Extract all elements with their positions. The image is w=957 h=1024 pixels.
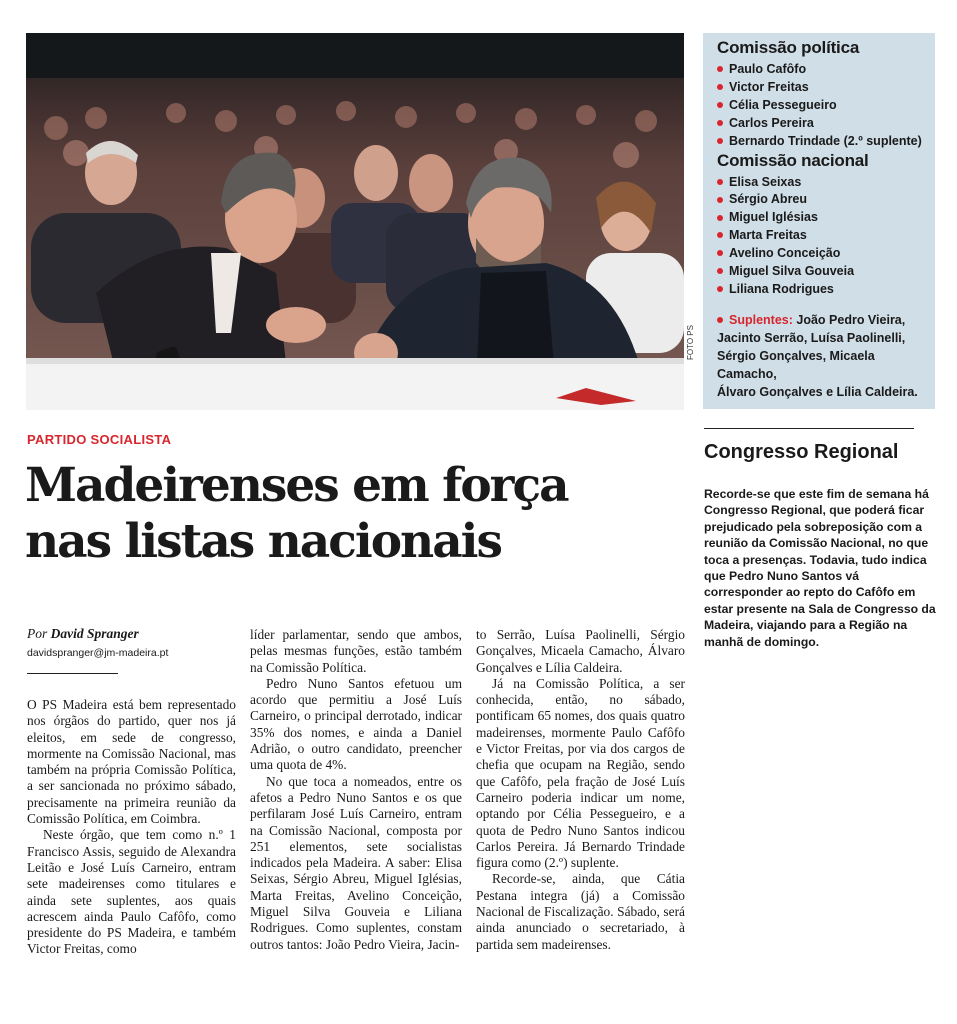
author-email: davidspranger@jm-madeira.pt	[27, 647, 169, 659]
bullet-icon	[717, 197, 723, 203]
headline-line: Madeirenses em força	[25, 458, 568, 513]
bullet-icon	[717, 66, 723, 72]
list-item: Carlos Pereira	[717, 115, 925, 133]
paragraph: No que toca a nomeados, entre os afetos a Pedro Nuno Santos e os que perfilaram José Luís Carneiro, entram na Comissão Nacional, composta por 251 elementos, sete socialistas indicados pela Madeira. A saber: Elisa Seixas, Sérgio Abreu, Miguel Iglésias, Marta Freitas, Avelino Conceição, Miguel Silva Gouveia e Liliana Rodrigues. Como suplentes, constam outros tantos: João Pedro Vieira, Jacin-	[250, 773, 462, 952]
list-item: Marta Freitas	[717, 227, 925, 245]
list-item: Sérgio Abreu	[717, 191, 925, 209]
list-item: Célia Pessegueiro	[717, 97, 925, 115]
suplentes-line: Álvaro Gonçalves e Lília Caldeira.	[717, 384, 918, 399]
list-item: Elisa Seixas	[717, 174, 925, 192]
paragraph: to Serrão, Luísa Paolinelli, Sérgio Gonçalves, Micaela Camacho, Álvaro Gonçalves e Lília Caldeira.	[476, 627, 685, 675]
list-item: Paulo Cafôfo	[717, 61, 925, 79]
headline	[25, 458, 665, 570]
suplentes-label: Suplentes:	[729, 312, 793, 327]
bullet-icon	[717, 84, 723, 90]
section-kicker: PARTIDO SOCIALISTA	[27, 432, 172, 447]
list-item: Miguel Silva Gouveia	[717, 263, 925, 281]
paragraph: Pedro Nuno Santos efetuou um acordo que permitiu a José Luís Carneiro, o principal derrotado, indicar 35% dos nomes, e ainda a Daniel Adrião, o outro candidato, preencher uma quota de 4%.	[250, 675, 462, 773]
paragraph: Recorde-se, ainda, que Cátia Pestana integra (já) a Comissão Nacional de Fiscalização. Sábado, será ainda anunciado o secretariado, à partida sem madeirenses.	[476, 871, 685, 952]
suplentes-line: Sérgio Gonçalves, Micaela Camacho,	[717, 348, 875, 381]
bullet-icon	[717, 268, 723, 274]
paragraph: O PS Madeira está bem representado nos órgãos do partido, quer nos já eleitos, em sede de congresso, mormente na Comissão Nacional, mas também na própria Comissão Política, a ser sancionada no próximo sábado, precisamente na primeira reunião da Comissão Política, em Coimbra.	[27, 697, 236, 827]
author-name: David Spranger	[50, 626, 139, 641]
bullet-icon	[717, 286, 723, 292]
byline: Por David Spranger	[27, 626, 139, 641]
congress-photo-illustration	[26, 33, 684, 410]
article-column-1	[27, 697, 236, 958]
paragraph: líder parlamentar, sendo que ambos, pelas mesmas funções, estão também na Comissão Política.	[250, 627, 462, 675]
sidebar-section-title: Comissão política	[717, 38, 860, 57]
list-item: Avelino Conceição	[717, 245, 925, 263]
bullet-icon	[717, 232, 723, 238]
box-body: Recorde-se que este fim de semana há Congresso Regional, que poderá ficar prejudicado pela sobreposição com a reunião da Comissão Nacional, no que toca a presenças. Todavia, tudo indica que Pedro Nuno Santos vá corresponder ao repto do Cafôfo em estar presente na Sala de Congresso da Madeira, viajando para a Região na manhã de domingo.	[704, 487, 936, 649]
bullet-icon	[717, 250, 723, 256]
bullet-icon	[717, 317, 723, 323]
article-column-2	[250, 627, 462, 953]
byline-divider	[27, 673, 118, 674]
article-column-3	[476, 627, 685, 953]
paragraph: Neste órgão, que tem como n.º 1 Francisco Assis, seguido de Alexandra Leitão e José Luís Carneiro, entram sete madeirenses como titulares e ainda sete suplentes, aos quais acrescem ainda Paulo Cafôfo, como presidente do PS Madeira, e também Victor Freitas, como	[27, 827, 236, 957]
sidebar-section-title: Comissão nacional	[717, 150, 869, 170]
bullet-icon	[717, 138, 723, 144]
lists-sidebar	[703, 33, 935, 409]
bullet-icon	[717, 120, 723, 126]
bullet-icon	[717, 215, 723, 221]
list-item: Bernardo Trindade (2.º suplente)	[717, 133, 925, 151]
comissao-nacional-list	[717, 174, 925, 299]
list-item: Victor Freitas	[717, 79, 925, 97]
bullet-icon	[717, 179, 723, 185]
headline-line: nas listas nacionais	[25, 514, 501, 569]
photo-credit: FOTO PS	[686, 325, 695, 360]
suplentes-line: João Pedro Vieira,	[796, 312, 906, 327]
paragraph: Já na Comissão Política, a ser conhecida, então, no sábado, pontificam 65 nomes, dos quais quatro madeirenses, mormente Paulo Cafôfo e Victor Freitas, por via dos cargos de chefia que ocupam na Região, sendo que Cafôfo, pela fração de José Luís Carneiro poderia indicar um nome, optando por Célia Pessegueiro, e a quota de Pedro Nuno Santos indicou Carlos Pereira. Já Bernardo Trindade figura como (2.º) suplente.	[476, 675, 685, 871]
list-item: Miguel Iglésias	[717, 209, 925, 227]
list-item: Liliana Rodrigues	[717, 281, 925, 299]
comissao-politica-list	[717, 61, 925, 151]
article-photo	[26, 33, 684, 410]
box-divider	[704, 428, 914, 429]
box-title: Congresso Regional	[704, 441, 899, 463]
suplentes-line: Jacinto Serrão, Luísa Paolinelli,	[717, 330, 906, 345]
bullet-icon	[717, 102, 723, 108]
suplentes-paragraph	[717, 311, 925, 401]
